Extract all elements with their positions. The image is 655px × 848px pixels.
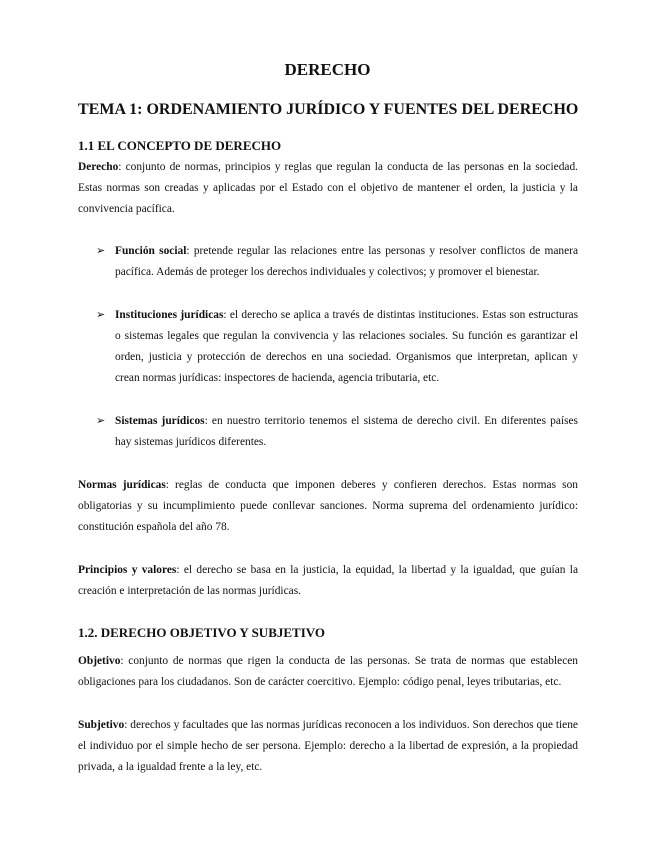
term-normas-juridicas: Normas jurídicas [78,479,166,491]
paragraph-subjetivo [78,715,578,778]
bullet-text [115,241,578,283]
section-heading-1-1: 1.1 EL CONCEPTO DE DERECHO [78,138,282,153]
term-objetivo: Objetivo [78,655,121,667]
bullet-text [115,411,578,453]
arrow-bullet-icon: ➢ [96,309,106,321]
paragraph-derecho-definition [78,157,578,220]
text-sistemas-juridicos: : en nuestro territorio tenemos el sistema de derecho civil. En diferentes países hay sistemas jurídicos diferentes. [115,415,578,448]
paragraph-objetivo [78,651,578,693]
term-sistemas-juridicos: Sistemas jurídicos [115,415,205,427]
text-principios-valores: : el derecho se basa en la justicia, la equidad, la libertad y la igualdad, que guían la creación e interpretación de las normas jurídicas. [78,564,578,597]
text-normas-juridicas: : reglas de conducta que imponen deberes y confieren derechos. Estas normas son obligatorias y su incumplimiento puede conllevar sanciones. Norma suprema del ordenamiento jurídico: constitución española del año 78. [78,479,578,533]
tema-title: TEMA 1: ORDENAMIENTO JURÍDICO Y FUENTES DEL DERECHO [78,101,579,118]
term-instituciones-juridicas: Instituciones jurídicas [115,309,224,321]
term-derecho: Derecho [78,161,119,173]
text-subjetivo: : derechos y facultades que las normas jurídicas reconocen a los individuos. Son derechos que tiene el individuo por el simple hecho de ser persona. Ejemplo: derecho a la libertad de expresión, a la propiedad privada, a la igualdad frente a la ley, etc. [78,719,578,773]
arrow-bullet-icon: ➢ [96,415,106,427]
arrow-bullet-icon: ➢ [96,245,106,257]
text-instituciones-juridicas: : el derecho se aplica a través de distintas instituciones. Estas son estructuras o sistemas legales que regulan la convivencia y las relaciones sociales. Su función es garantizar el orden, justicia y protección de derechos en una sociedad. Organismos que interpretan, aplican y crean normas jurídicas: inspectores de hacienda, agencia tributaria, etc. [115,309,578,384]
text-objetivo: : conjunto de normas que rigen la conducta de las personas. Se trata de normas que establecen obligaciones para los ciudadanos. Son de carácter coercitivo. Ejemplo: código penal, leyes tributarias, etc. [78,655,578,688]
paragraph-principios-valores [78,560,578,602]
term-subjetivo: Subjetivo [78,719,125,731]
document-title: DERECHO [284,60,371,79]
section-heading-1-2: 1.2. DERECHO OBJETIVO Y SUBJETIVO [78,625,326,640]
paragraph-normas-juridicas [78,475,578,538]
text-derecho: : conjunto de normas, principios y reglas que regulan la conducta de las personas en la sociedad. Estas normas son creadas y aplicadas por el Estado con el objetivo de mantener el orden, la justicia y la convivencia pacífica. [78,161,578,215]
bullet-text [115,305,578,389]
term-funcion-social: Función social [115,245,187,257]
term-principios-valores: Principios y valores [78,564,177,576]
text-funcion-social: : pretende regular las relaciones entre las personas y resolver conflictos de manera pacífica. Además de proteger los derechos individuales y colectivos; y promover el bienestar. [115,245,579,278]
